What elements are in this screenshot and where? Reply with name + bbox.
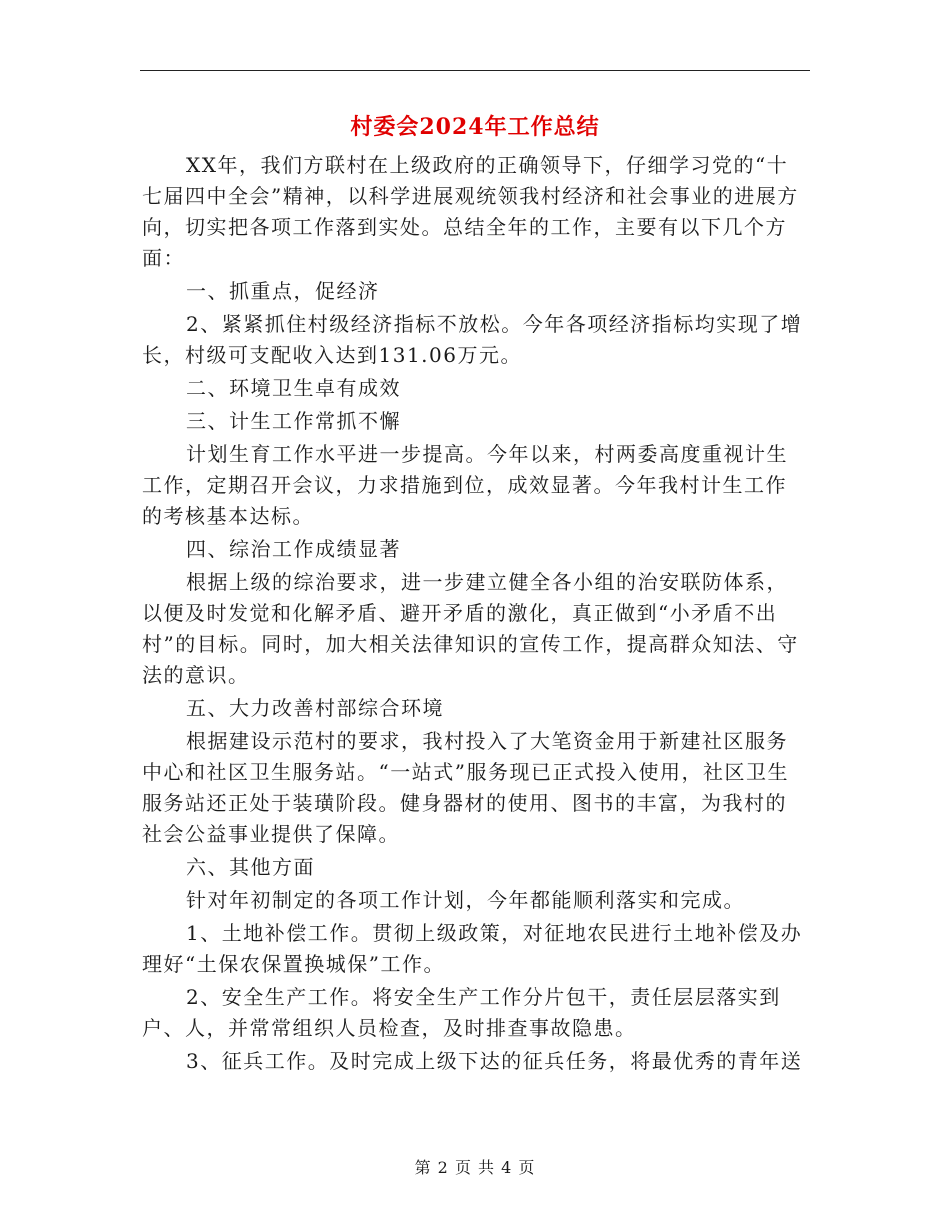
paragraph-safety: 2、安全生产工作。将安全生产工作分片包干，责任层层落实到户、人，并常常组织人员检查，及时排查事故隐患。 bbox=[142, 985, 781, 1040]
section-heading-1: 一、抓重点，促经济 bbox=[186, 279, 380, 303]
section-heading-3: 三、计生工作常抓不懈 bbox=[186, 409, 401, 433]
paragraph-environment: 根据建设示范村的要求，我村投入了大笔资金用于新建社区服务中心和社区卫生服务站。“一站式”服务现已正式投入使用，社区卫生服务站还正处于装璜阶段。健身器材的使用、图书的丰富，为我村的社会公益事业提供了保障。 bbox=[142, 729, 789, 846]
paragraph-intro: XX年，我们方联村在上级政府的正确领导下，仔细学习党的“十七届四中全会”精神，以科学进展观统领我村经济和社会事业的进展方向，切实把各项工作落到实处。总结全年的工作，主要有以下几个方面： bbox=[142, 153, 799, 270]
header-rule bbox=[140, 70, 810, 71]
paragraph-economy: 2、紧紧抓住村级经济指标不放松。今年各项经济指标均实现了增长，村级可支配收入达到131.06万元。 bbox=[142, 312, 803, 367]
section-heading-2: 二、环境卫生卓有成效 bbox=[186, 376, 401, 400]
section-heading-5: 五、大力改善村部综合环境 bbox=[186, 696, 444, 720]
paragraph-conscription: 3、征兵工作。及时完成上级下达的征兵任务，将最优秀的青年送 bbox=[186, 1049, 803, 1073]
document-body bbox=[142, 150, 807, 1077]
paragraph-other-intro: 针对年初制定的各项工作计划，今年都能顺利落实和完成。 bbox=[186, 888, 745, 912]
paragraph-land-compensation: 1、土地补偿工作。贯彻上级政策，对征地农民进行土地补偿及办理好“土保农保置换城保”工作。 bbox=[142, 921, 803, 976]
document-title: 村委会2024年工作总结 bbox=[350, 114, 600, 140]
paragraph-public-security: 根据上级的综治要求，进一步建立健全各小组的治安联防体系，以便及时发觉和化解矛盾、避开矛盾的激化，真正做到“小矛盾不出村”的目标。同时，加大相关法律知识的宣传工作，提高群众知法、守法的意识。 bbox=[142, 570, 799, 687]
page-number-footer: 第 2 页 共 4 页 bbox=[414, 1158, 536, 1177]
paragraph-family-planning: 计划生育工作水平进一步提高。今年以来，村两委高度重视计生工作，定期召开会议，力求措施到位，成效显著。今年我村计生工作的考核基本达标。 bbox=[142, 442, 788, 528]
section-heading-4: 四、综治工作成绩显著 bbox=[186, 537, 401, 561]
section-heading-6: 六、其他方面 bbox=[186, 855, 315, 879]
